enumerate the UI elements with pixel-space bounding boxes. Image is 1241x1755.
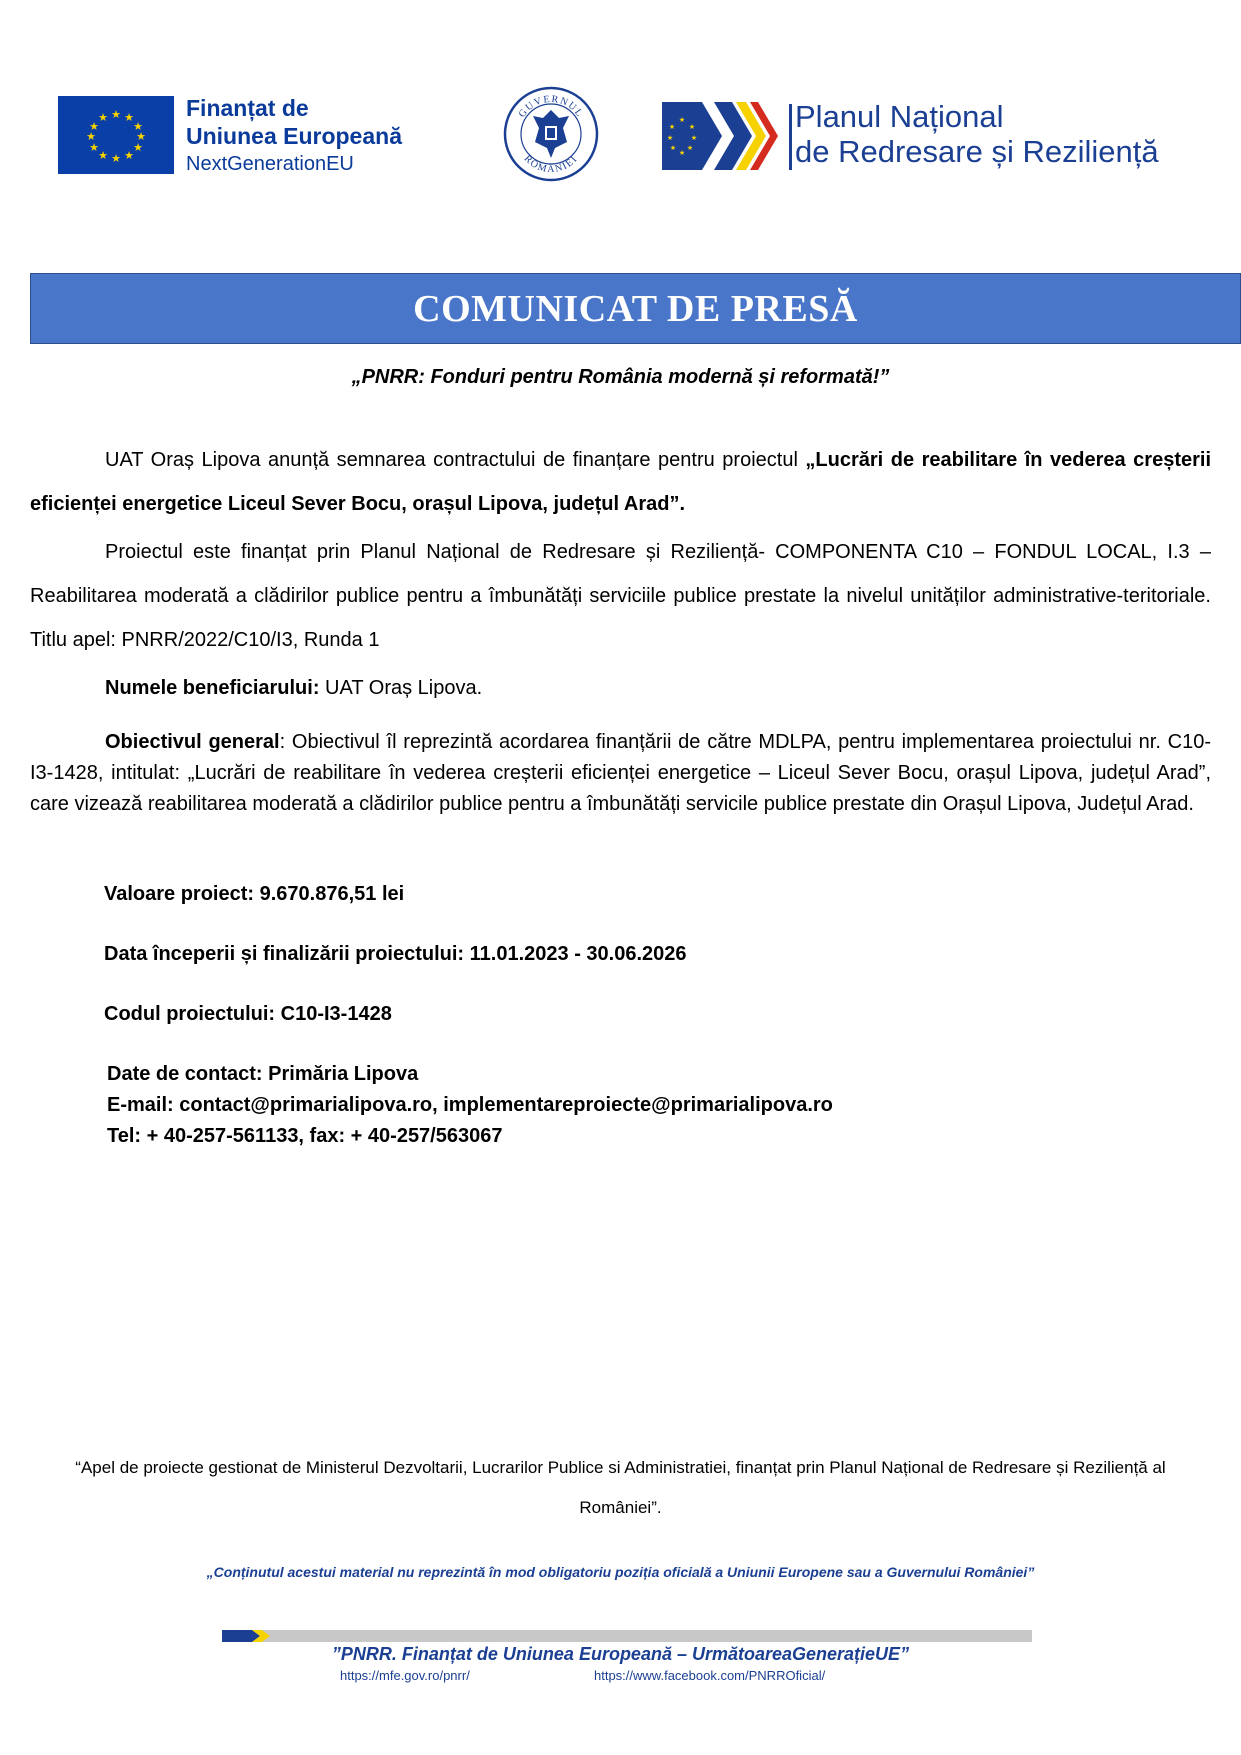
- press-release-banner: [30, 273, 1241, 344]
- svg-text:★: ★: [89, 142, 99, 154]
- svg-text:★: ★: [86, 131, 96, 143]
- eu-line3: NextGenerationEU: [186, 153, 354, 176]
- announcement-intro: UAT Oraș Lipova anunță semnarea contractului de finanțare pentru proiectul: [105, 449, 806, 471]
- footer-url-mfe[interactable]: https://mfe.gov.ro/pnrr/: [340, 1668, 470, 1683]
- beneficiary-label: Numele beneficiarului:: [105, 677, 320, 699]
- coat-of-arms-icon: [503, 86, 599, 182]
- paragraph-financing: Proiectul este finanțat prin Planul Național de Redresare și Reziliență- COMPONENTA C10 – FONDUL LOCAL, I.3 – Reabilitarea moderată a clădirilor publice pentru a îmbunătăți serviciile publice prestate la nivelul unităților administrative-teritoriale. Titlu apel: PNRR/2022/C10/I3, Runda 1: [30, 541, 1211, 651]
- objective-text: : Obiectivul îl reprezintă acordarea finanțării de către MDLPA, pentru implementarea proiectului nr. C10-I3-1428, intitulat: „Lucrări de reabilitare în vederea creșterii eficienței energetice – Liceul Sever Bocu, orașul Lipova, județul Arad”, care vizează reabilitarea moderată a clădirilor publice pentru a îmbunătăți servicile publice prestate din Orașul Lipova, Județul Arad.: [30, 731, 1212, 815]
- project-value: Valoare proiect: 9.670.876,51 lei: [104, 883, 405, 905]
- objective-label: Obiectivul general: [105, 731, 280, 753]
- paragraph-beneficiary: [30, 666, 1211, 710]
- footer-arrow-icon: [222, 1626, 282, 1646]
- svg-text:★: ★: [98, 112, 108, 124]
- svg-text:★: ★: [124, 112, 134, 124]
- paragraph-objective: [30, 727, 1211, 820]
- pnrr-divider: [789, 104, 792, 170]
- svg-text:★: ★: [666, 135, 674, 142]
- footer-slogan: ”PNRR. Finanțat de Uniunea Europeană – UrmătoareaGenerațieUE”: [331, 1644, 910, 1664]
- slogan: „PNRR: Fonduri pentru România modernă și reformată!”: [351, 366, 890, 388]
- project-code: Codul proiectului: C10-I3-1428: [104, 1003, 392, 1025]
- pnrr-line1: Planul Național: [795, 99, 1004, 134]
- project-dates: Data începerii și finalizării proiectului: 11.01.2023 - 30.06.2026: [104, 943, 687, 965]
- svg-text:★: ★: [669, 145, 677, 152]
- eu-line2: Uniunea Europeană: [186, 123, 402, 150]
- footer-url-facebook[interactable]: https://www.facebook.com/PNRROficial/: [594, 1668, 826, 1683]
- eu-funding-text: [186, 94, 402, 176]
- contact-block: [107, 1059, 833, 1152]
- beneficiary-value: UAT Oraș Lipova.: [319, 677, 483, 699]
- contact-phone: Tel: + 40-257-561133, fax: + 40-257/563067: [107, 1125, 503, 1147]
- pnrr-arrows-icon: [662, 100, 782, 172]
- svg-text:★: ★: [111, 153, 121, 165]
- seal-bottom-text: ROMÂNIEI: [521, 153, 581, 176]
- svg-text:★: ★: [89, 121, 99, 133]
- svg-text:★: ★: [133, 142, 143, 154]
- svg-text:★: ★: [136, 131, 146, 143]
- government-seal-logo: [503, 86, 599, 182]
- eu-line1: Finanțat de: [186, 95, 309, 121]
- svg-text:★: ★: [111, 109, 121, 121]
- footer-strip: [222, 1630, 1032, 1642]
- svg-text:★: ★: [98, 150, 108, 162]
- svg-text:★: ★: [688, 124, 696, 131]
- svg-text:★: ★: [690, 135, 698, 142]
- call-footnote: “Apel de proiecte gestionat de Ministerul Dezvoltarii, Lucrarilor Publice si Administratiei, finanțat prin Planul Național de Redresare și Reziliență al României”.: [75, 1458, 1166, 1517]
- pnrr-line2: de Redresare și Reziliență: [795, 133, 1159, 169]
- paragraph-announcement: [30, 438, 1211, 526]
- seal-top-text: GUVERNUL: [516, 93, 586, 120]
- contact-name: Date de contact: Primăria Lipova: [107, 1063, 419, 1085]
- project-title: „Lucrări de reabilitare în vederea creșterii eficienței energetice Liceul Sever Bocu, orașul Lipova, județul Arad”.: [30, 449, 1211, 515]
- svg-text:★: ★: [124, 150, 134, 162]
- eu-flag-logo: [58, 96, 174, 174]
- svg-text:★: ★: [686, 145, 694, 152]
- svg-text:★: ★: [668, 124, 676, 131]
- svg-text:★: ★: [678, 150, 686, 157]
- eu-stars-icon: [58, 96, 174, 174]
- pnrr-logo-text: [795, 100, 1159, 169]
- contact-email: E-mail: contact@primarialipova.ro, implementareproiecte@primarialipova.ro: [107, 1094, 833, 1116]
- svg-text:★: ★: [678, 117, 686, 124]
- banner-title: COMUNICAT DE PRESĂ: [413, 287, 858, 330]
- pnrr-logo-mark: [662, 100, 782, 172]
- svg-text:★: ★: [133, 121, 143, 133]
- disclaimer: „Conținutul acestui material nu reprezintă în mod obligatoriu poziția oficială a Uniunii Europene sau a Guvernului României”: [206, 1564, 1035, 1580]
